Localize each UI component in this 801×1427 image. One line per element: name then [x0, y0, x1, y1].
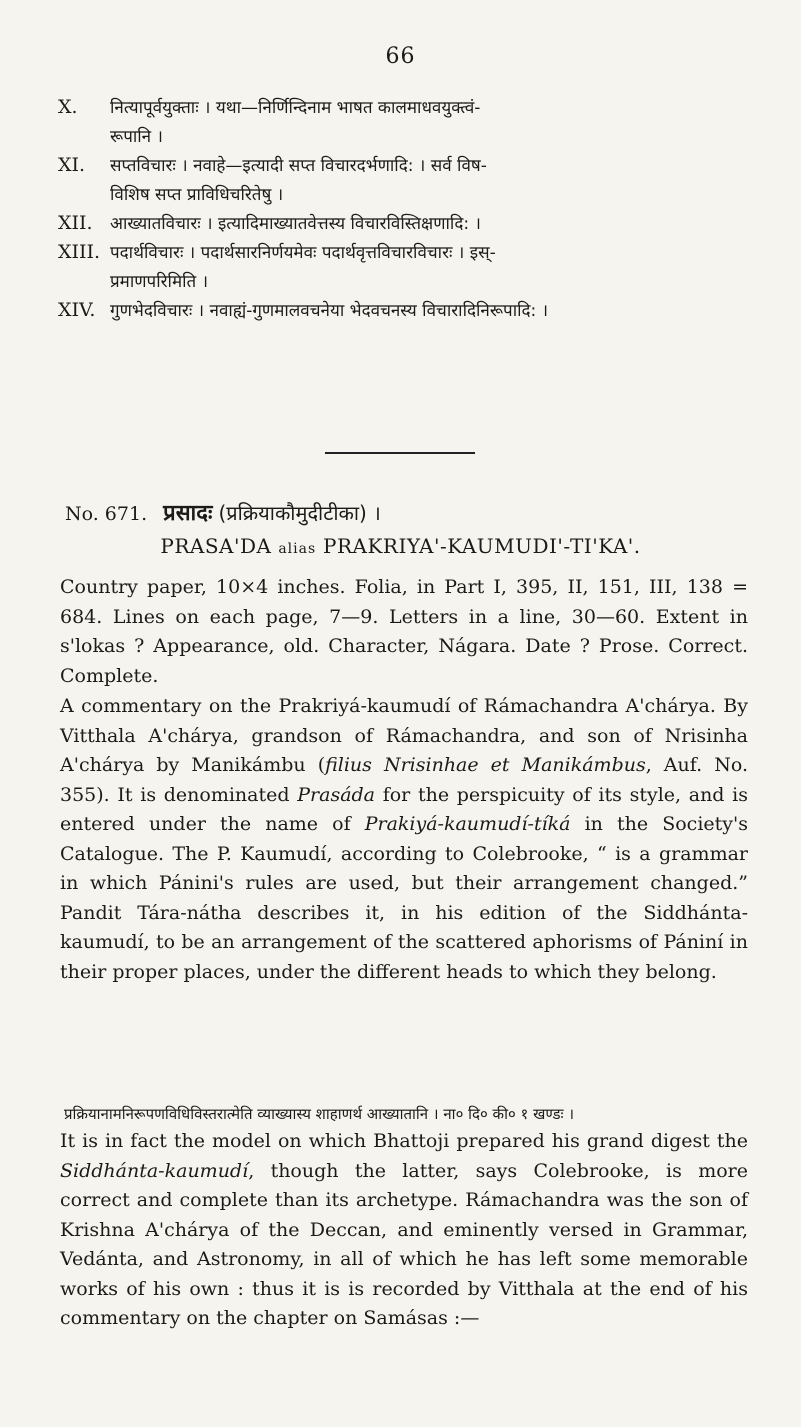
entry-text-continued: रूपानि । — [110, 127, 163, 147]
entry-text: गुणभेदविचारः । नवाह्यं-गुणमालवचनेया भेदवचनस्य विचारादिनिरूपादि: । — [110, 301, 549, 321]
record-number: No. 671. — [65, 503, 148, 525]
commentary-text: A commentary on the Prakriyá-kaumudí of Rámachandra A'chárya. By Vitthala A'chárya, grandson of Rámachandra, and son of Nrisinha A'chárya by Manikámbu ( — [60, 695, 748, 776]
manuscript-description: Country paper, 10×4 inches. Folia, in Part I, 395, II, 151, III, 138 = 684. Lines on each page, 7—9. Letters in a line, 30—60. Extent in s'lokas ? Appearance, old. Character, Nágara. Date ? Prose. Correct. Complete. — [60, 576, 748, 687]
commentary-italic: filius Nrisinhae et Manikámbus — [325, 754, 646, 776]
closing-italic: Siddhánta-kaumudí — [60, 1159, 249, 1182]
closing-text: It is in fact the model on which Bhattoji prepared his grand digest the — [60, 1130, 748, 1152]
entry-number: XIII. — [58, 241, 101, 263]
entry-number: X. — [58, 96, 78, 118]
entry-number: XI. — [58, 154, 86, 176]
entry-xiv — [58, 296, 748, 326]
page-number: 66 — [385, 44, 416, 69]
entry-number: XIV. — [58, 299, 96, 321]
entry-xiii — [58, 238, 748, 297]
devanagari-quotation: प्रक्रियानामनिरूपणविधिविस्तरात्मेति व्याख्यास्य शाहाणर्थ आख्यातानि । ना० दि० की० १ खण्डः । — [64, 1105, 574, 1123]
record-roman-title — [0, 534, 801, 558]
commentary-italic: Prakiyá-kaumudí-tíká — [364, 813, 571, 835]
alias-word: alias — [278, 541, 317, 557]
entry-x — [58, 93, 748, 152]
commentary-text: in the Society's Catalogue. The P. Kaumudí, according to Colebrooke, “ is a grammar in which Pánini's rules are used, but their arrangement changed.” Pandit Tára-nátha describes it, in his edition of the Siddhánta-kaumudí, to be an arrangement of the scattered aphorisms of Pániní in their proper places, under the different heads to which they belong. — [60, 813, 748, 983]
entry-xi — [58, 151, 748, 210]
record-alt-title-devanagari: (प्रक्रियाकौमुदीटीका) । — [218, 501, 381, 525]
entry-text: सप्तविचारः । नवाहे—इत्यादी सप्त विचारदर्भणादि: । सर्व विष- — [110, 156, 487, 176]
entry-text: पदार्थविचारः । पदार्थसारनिर्णयमेवः पदार्थवृत्तविचारविचारः । इस्- — [110, 243, 496, 263]
entry-xii — [58, 209, 748, 239]
section-divider — [325, 452, 475, 454]
entry-number: XII. — [58, 212, 93, 234]
roman-title: PRASA'DA — [160, 534, 272, 558]
commentary-text: for the perspicuity of its style, and is entered under the name of — [60, 783, 748, 835]
entry-text-continued: प्रमाणपरिमिति । — [110, 272, 209, 292]
commentary-text: , Auf. No. 355). It is denominated — [60, 754, 748, 806]
record-title-devanagari: प्रसादः — [163, 501, 213, 526]
entry-text: आख्यातविचारः । इत्यादिमाख्यातवेत्तस्य विचारविस्तिक्षणादि: । — [110, 214, 481, 234]
record-heading — [65, 497, 745, 527]
roman-alt-title: PRAKRIYA'-KAUMUDI'-TI'KA'. — [323, 534, 641, 558]
commentary-italic: Prasáda — [297, 783, 376, 806]
entry-text-continued: विशिष सप्त प्राविधिचरितेषु । — [110, 185, 284, 205]
commentary-paragraph — [60, 692, 748, 987]
entry-text: नित्यापूर्वयुक्ताः । यथा—निर्णिन्दिनाम भाषत कालमाधवयुक्त्वं- — [110, 98, 481, 118]
closing-paragraph — [60, 1127, 748, 1334]
closing-text: , though the latter, says Colebrooke, is more correct and complete than its archetype. Rámachandra was the son of Krishna A'chárya of the Deccan, and eminently versed in Grammar, Vedánta, and Astronomy, in all of which he has left some memorable works of his own : thus it is is recorded by Vitthala at the end of his commentary on the chapter on Samásas :— — [60, 1159, 748, 1329]
